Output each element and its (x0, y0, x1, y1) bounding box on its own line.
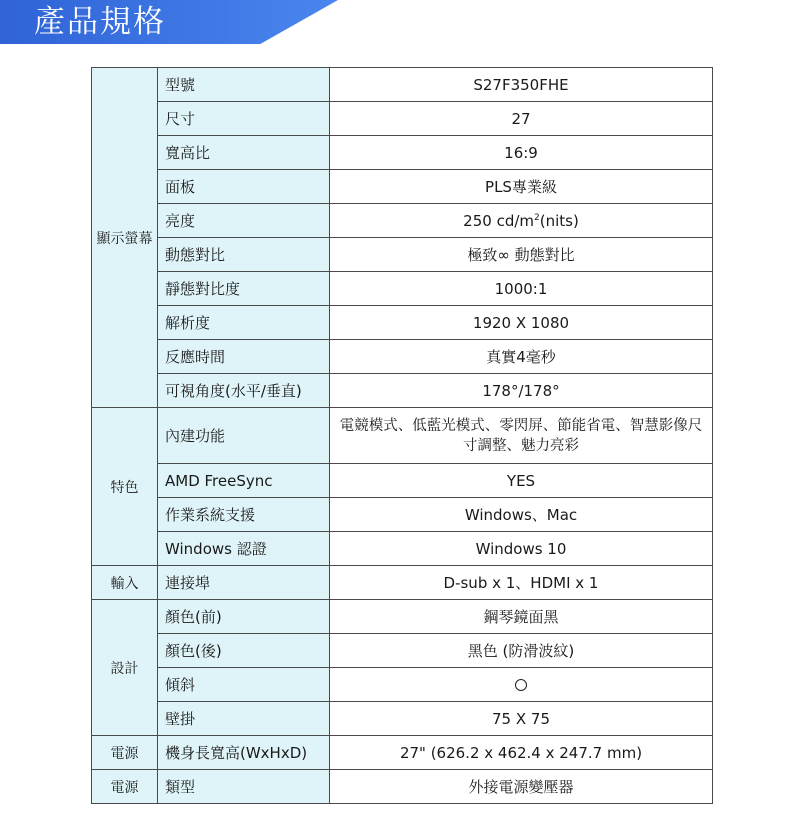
brightness-suffix: (nits) (539, 211, 579, 230)
table-row (92, 668, 713, 702)
row-value: 1000:1 (330, 272, 713, 306)
category-input: 輸入 (92, 566, 158, 600)
table-row (92, 306, 713, 340)
row-value: Windows 10 (330, 532, 713, 566)
row-label: Windows 認證 (158, 532, 330, 566)
table-row (92, 170, 713, 204)
row-value: 178°/178° (330, 374, 713, 408)
circle-icon (515, 679, 527, 691)
row-value: 外接電源變壓器 (330, 770, 713, 804)
row-label: 顏色(前) (158, 600, 330, 634)
table-row (92, 238, 713, 272)
table-row (92, 340, 713, 374)
table-row (92, 600, 713, 634)
category-features: 特色 (92, 408, 158, 566)
page-title: 產品規格 (34, 4, 166, 40)
row-label: 解析度 (158, 306, 330, 340)
row-value: YES (330, 464, 713, 498)
row-value: 16:9 (330, 136, 713, 170)
table-row (92, 566, 713, 600)
row-value: 黑色 (防滑波紋) (330, 634, 713, 668)
category-design: 設計 (92, 600, 158, 736)
row-label: 機身長寬高(WxHxD) (158, 736, 330, 770)
row-label: 傾斜 (158, 668, 330, 702)
row-value: 27 (330, 102, 713, 136)
row-label: 內建功能 (158, 408, 330, 464)
row-value: S27F350FHE (330, 68, 713, 102)
row-label: 動態對比 (158, 238, 330, 272)
row-label: 連接埠 (158, 566, 330, 600)
row-label: 靜態對比度 (158, 272, 330, 306)
table-row (92, 498, 713, 532)
row-label: 可視角度(水平/垂直) (158, 374, 330, 408)
row-value: D-sub x 1、HDMI x 1 (330, 566, 713, 600)
table-row (92, 272, 713, 306)
table-row (92, 136, 713, 170)
row-value: 1920 X 1080 (330, 306, 713, 340)
table-row (92, 68, 713, 102)
table-row (92, 770, 713, 804)
table-row (92, 634, 713, 668)
row-label: 作業系統支援 (158, 498, 330, 532)
brightness-value: 250 cd/m (463, 211, 535, 230)
row-label: 類型 (158, 770, 330, 804)
category-power: 電源 (92, 736, 158, 770)
row-value-tilt (330, 668, 713, 702)
table-row (92, 408, 713, 464)
table-row (92, 532, 713, 566)
table-row (92, 702, 713, 736)
table-row (92, 374, 713, 408)
category-display: 顯示螢幕 (92, 68, 158, 408)
brightness-superscript: 2 (534, 212, 540, 223)
category-power: 電源 (92, 770, 158, 804)
table-row (92, 736, 713, 770)
table-row (92, 102, 713, 136)
row-label: 顏色(後) (158, 634, 330, 668)
spec-table (91, 67, 713, 804)
row-label: 亮度 (158, 204, 330, 238)
row-label: 面板 (158, 170, 330, 204)
row-label: 壁掛 (158, 702, 330, 736)
table-row (92, 204, 713, 238)
row-value: 真實4毫秒 (330, 340, 713, 374)
row-label: 反應時間 (158, 340, 330, 374)
row-value: 電競模式、低藍光模式、零閃屏、節能省電、智慧影像尺寸調整、魅力亮彩 (330, 408, 713, 464)
row-label: 型號 (158, 68, 330, 102)
row-value: 鋼琴鏡面黑 (330, 600, 713, 634)
row-value: PLS專業級 (330, 170, 713, 204)
row-value-brightness (330, 204, 713, 238)
header-banner (0, 0, 800, 48)
row-label: 尺寸 (158, 102, 330, 136)
row-label: 寬高比 (158, 136, 330, 170)
row-label: AMD FreeSync (158, 464, 330, 498)
row-value: Windows、Mac (330, 498, 713, 532)
table-row (92, 464, 713, 498)
row-value: 75 X 75 (330, 702, 713, 736)
row-value: 極致∞ 動態對比 (330, 238, 713, 272)
row-value: 27" (626.2 x 462.4 x 247.7 mm) (330, 736, 713, 770)
